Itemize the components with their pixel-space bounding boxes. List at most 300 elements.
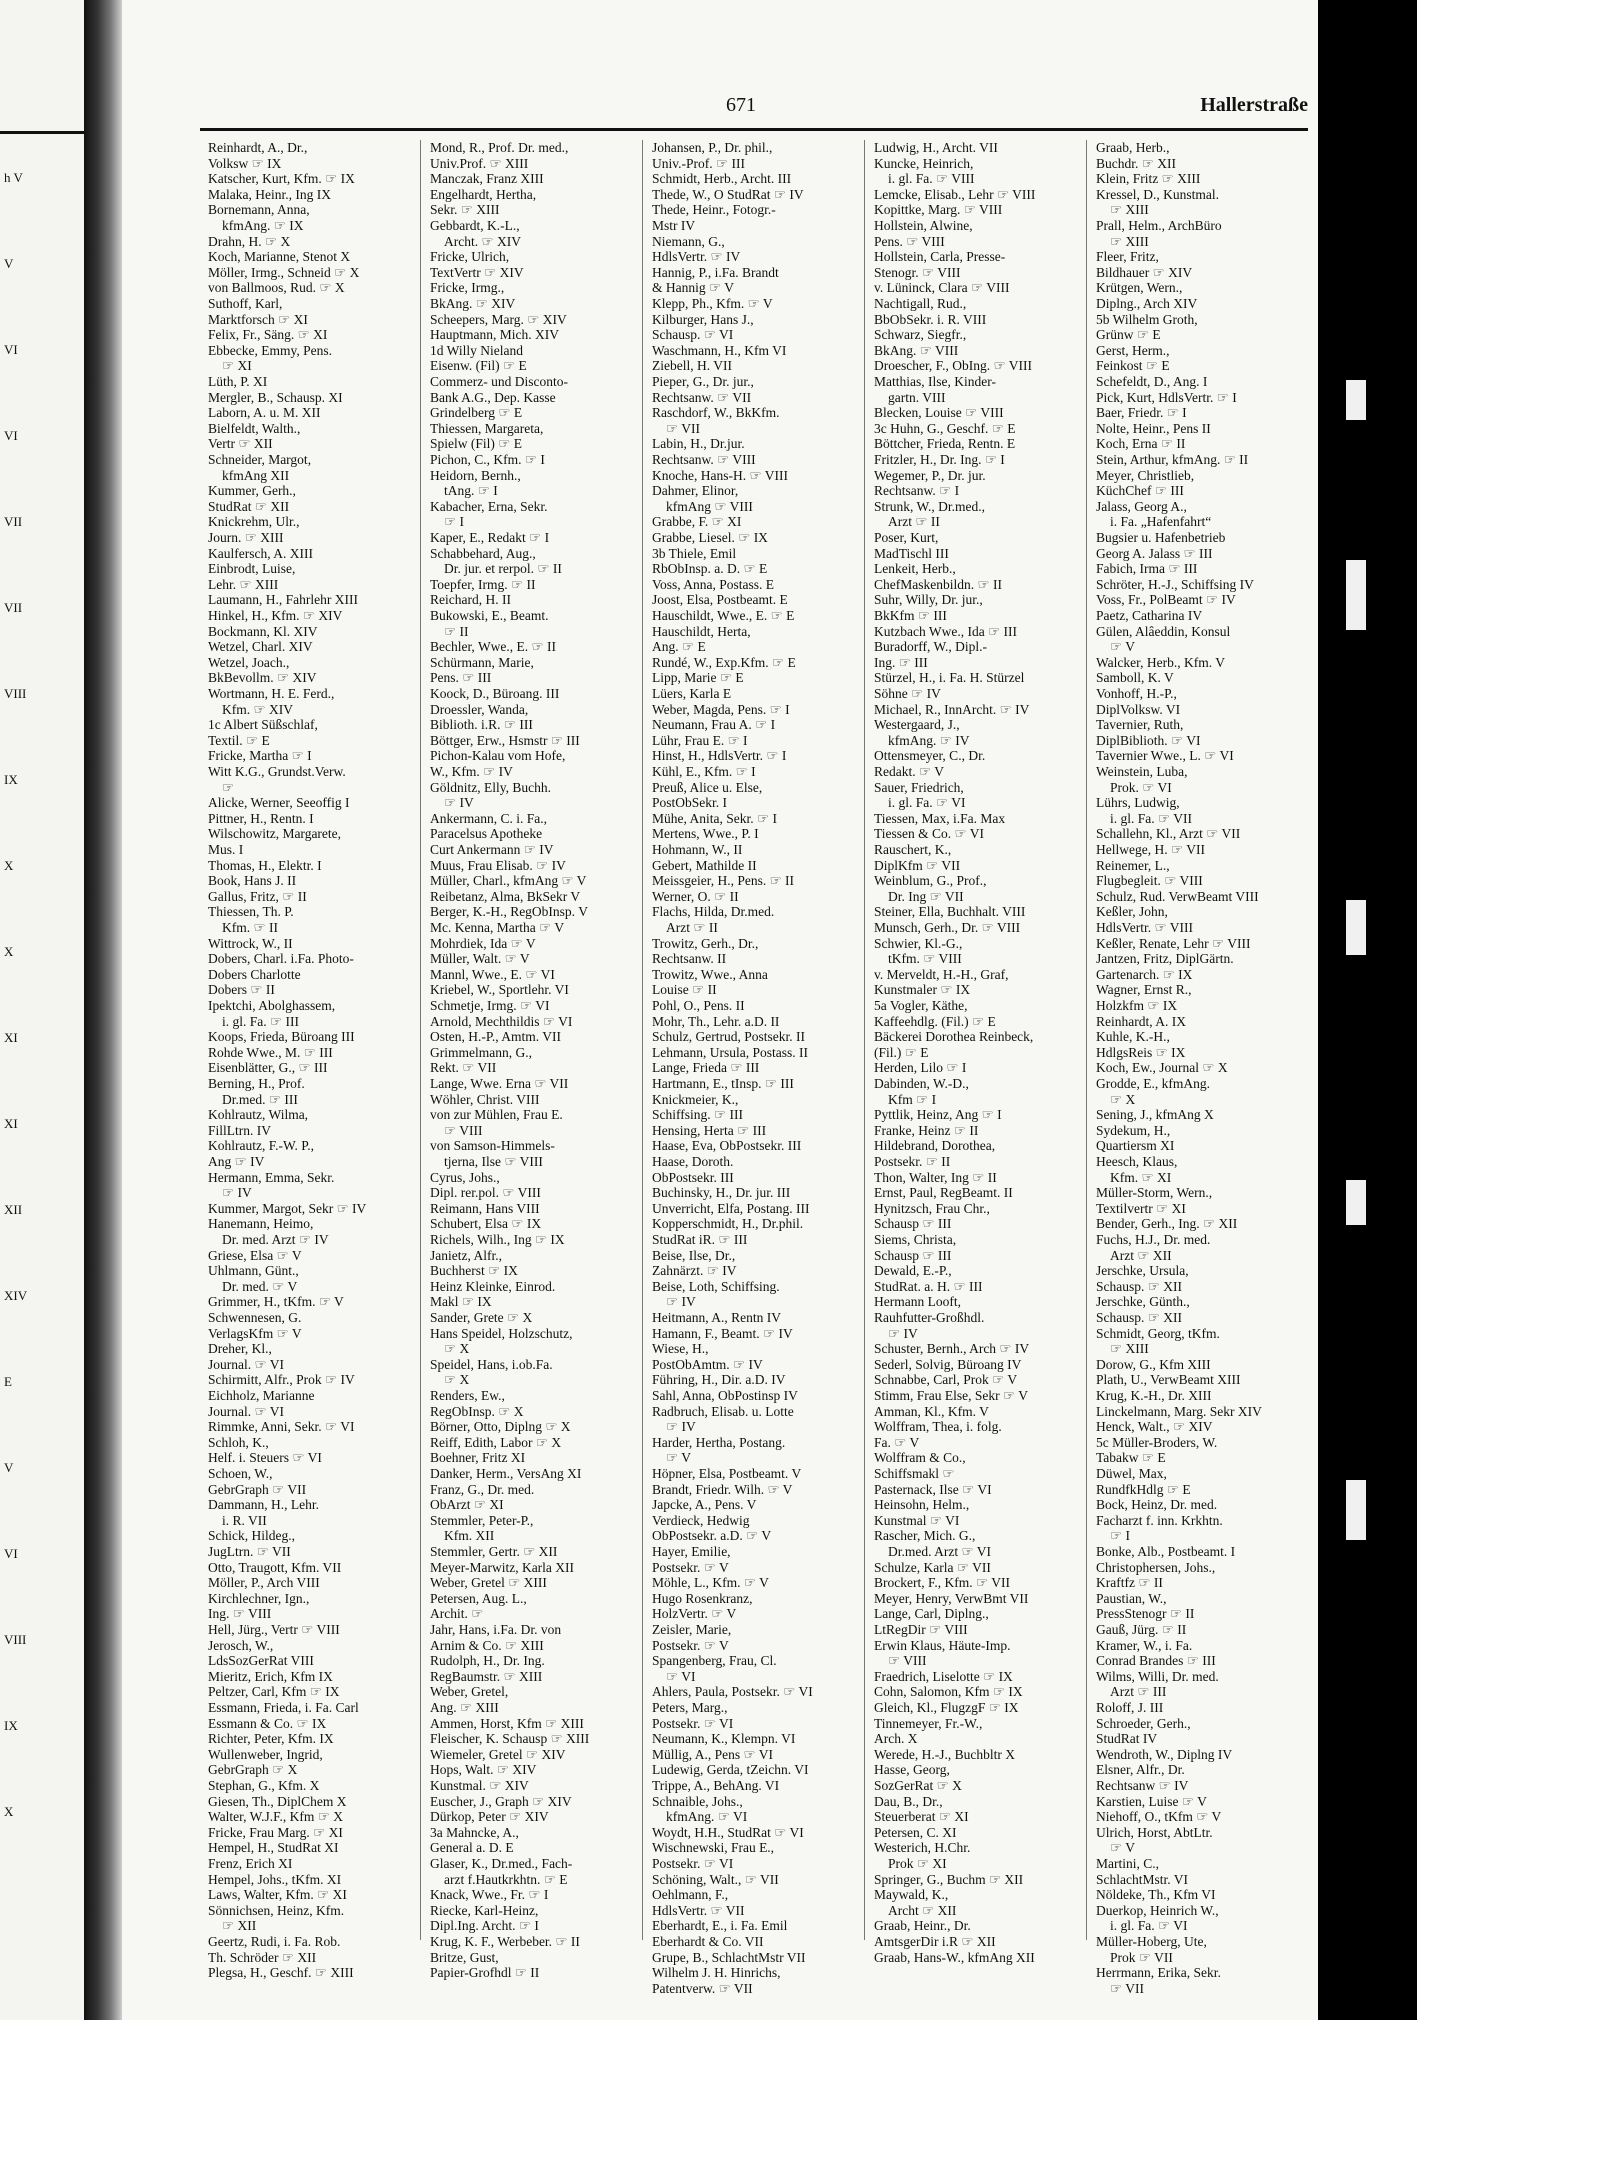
directory-entry: Schabbehard, Aug., — [430, 545, 536, 561]
directory-entry: Univ.Prof. ☞ XIII — [430, 155, 529, 171]
directory-entry: Marktforsch ☞ XI — [208, 311, 308, 327]
directory-entry: Facharzt f. inn. Krkhtn. — [1096, 1512, 1223, 1528]
directory-entry: 5b Wilhelm Groth, — [1096, 311, 1198, 327]
directory-entry: Hollstein, Alwine, — [874, 218, 973, 233]
directory-entry: ☞ XI — [222, 358, 252, 374]
directory-entry: ☞ X — [1110, 1091, 1136, 1107]
directory-entry: Sydekum, H., — [1096, 1122, 1171, 1138]
directory-entry: Kunstmal. ☞ XIV — [430, 1778, 529, 1793]
directory-entry: Lange, Carl, Diplng., — [874, 1606, 989, 1622]
directory-entry: ☞ VII — [1110, 1980, 1144, 1996]
directory-entry: PressStenogr ☞ II — [1096, 1606, 1195, 1622]
directory-entry: v. Lüninck, Clara ☞ VIII — [874, 280, 1010, 296]
left-page-text-fragment: h V — [4, 170, 23, 185]
directory-entry: Dr.med. ☞ III — [222, 1091, 298, 1107]
directory-entry: Hayer, Emilie, — [652, 1544, 731, 1559]
directory-entry: Radbruch, Elisab. u. Lotte — [652, 1403, 794, 1419]
directory-entry: Jerschke, Günth., — [1096, 1294, 1190, 1310]
column-3 — [652, 140, 864, 1996]
directory-entry: Jerschke, Ursula, — [1096, 1263, 1189, 1279]
directory-entry: Gauß, Jürg. ☞ II — [1096, 1622, 1187, 1637]
directory-entry: BkAng. ☞ VIII — [874, 342, 959, 358]
directory-entry: Joost, Elsa, Postbeamt. E — [652, 592, 788, 608]
directory-entry: Schnabbe, Carl, Prok ☞ V — [874, 1372, 1018, 1388]
directory-entry: Hops, Walt. ☞ XIV — [430, 1762, 537, 1778]
directory-entry: Schirmitt, Alfr., Prok ☞ IV — [208, 1372, 355, 1388]
directory-entry: Japcke, A., Pens. V — [652, 1497, 757, 1513]
directory-entry: Weinstein, Luba, — [1096, 764, 1188, 779]
directory-entry: Ammen, Horst, Kfm ☞ XIII — [430, 1715, 584, 1731]
directory-entry: Rechtsanw. ☞ VIII — [652, 452, 756, 467]
directory-entry: Kuncke, Heinrich, — [874, 155, 974, 171]
directory-entry: Lüers, Karla E — [652, 686, 732, 701]
column-divider — [864, 140, 865, 1940]
directory-entry: ☞ I — [1110, 1528, 1130, 1544]
directory-entry: Wortmann, H. E. Ferd., — [208, 686, 335, 701]
directory-entry: PostObSekr. I — [652, 795, 728, 811]
directory-entry: Koch, Ew., Journal ☞ X — [1096, 1060, 1228, 1076]
directory-entry: Schausp ☞ III — [874, 1247, 952, 1263]
directory-entry: Eberhardt & Co. VII — [652, 1934, 764, 1949]
directory-entry: Fleer, Fritz, — [1096, 249, 1159, 265]
directory-entry: Lange, Frieda ☞ III — [652, 1060, 760, 1076]
directory-entry: Euscher, J., Graph ☞ XIV — [430, 1793, 572, 1809]
directory-entry: Schulze, Karla ☞ VII — [874, 1559, 991, 1575]
directory-entry: Bockmann, Kl. XIV — [208, 623, 318, 639]
directory-entry: DiplBiblioth. ☞ VI — [1096, 732, 1201, 748]
directory-entry: Wullenweber, Ingrid, — [208, 1746, 323, 1762]
directory-entry: ☞ XIII — [1110, 233, 1149, 249]
directory-entry: BkBevollm. ☞ XIV — [208, 670, 317, 686]
directory-entry: Kfm. ☞ XI — [1110, 1169, 1172, 1185]
directory-entry: Grimmelmann, G., — [430, 1044, 532, 1060]
directory-entry: kfmAng XII — [222, 467, 290, 483]
directory-entry: Journal. ☞ VI — [208, 1403, 284, 1419]
directory-entry: Franke, Heinz ☞ II — [874, 1122, 979, 1138]
directory-entry: Höpner, Elsa, Postbeamt. V — [652, 1466, 802, 1481]
directory-entry: Berning, H., Prof. — [208, 1076, 305, 1091]
directory-entry: Thiessen, Th. P. — [208, 904, 294, 920]
directory-entry: tjerna, Ilse ☞ VIII — [444, 1154, 543, 1169]
directory-entry: Uhlmann, Günt., — [208, 1263, 299, 1279]
directory-entry: Sander, Grete ☞ X — [430, 1310, 533, 1325]
directory-entry: Dorow, G., Kfm XIII — [1096, 1356, 1211, 1372]
directory-entry: Prok ☞ VII — [1110, 1949, 1173, 1965]
directory-entry: tAng. ☞ I — [444, 483, 498, 499]
directory-entry: Muus, Frau Elisab. ☞ IV — [430, 857, 566, 873]
directory-entry: Dr. med. ☞ V — [222, 1278, 298, 1294]
directory-entry: Ang ☞ IV — [208, 1154, 265, 1169]
directory-entry: Stürzel, H., i. Fa. H. Stürzel — [874, 670, 1025, 686]
directory-entry: Blecken, Louise ☞ VIII — [874, 405, 1004, 421]
directory-entry: 3a Mahncke, A., — [430, 1824, 519, 1840]
directory-entry: Niemann, G., — [652, 233, 725, 249]
directory-entry: Werede, H.-J., Buchbltr X — [874, 1746, 1015, 1762]
directory-entry: Spielw (Fil) ☞ E — [430, 436, 522, 452]
directory-entry: Dewald, E.-P., — [874, 1263, 952, 1279]
directory-entry: Schwarz, Siegfr., — [874, 327, 967, 343]
directory-entry: Krütgen, Wern., — [1096, 280, 1183, 296]
directory-entry: Flugbegleit. ☞ VIII — [1096, 873, 1203, 889]
directory-entry: Sahl, Anna, ObPostinsp IV — [652, 1388, 798, 1403]
directory-entry: Speidel, Hans, i.ob.Fa. — [430, 1356, 553, 1372]
directory-entry: Thiessen, Margareta, — [430, 420, 544, 436]
directory-entry: Knoche, Hans-H. ☞ VIII — [652, 467, 788, 483]
directory-entry: Müller, Charl., kfmAng ☞ V — [430, 873, 587, 889]
directory-entry: HolzVertr. ☞ V — [652, 1606, 737, 1622]
directory-entry: Dobers, Charl. i.Fa. Photo- — [208, 951, 354, 967]
directory-entry: Kfm ☞ I — [888, 1091, 937, 1107]
directory-entry: Dr.med. Arzt ☞ VI — [888, 1544, 991, 1559]
header-rule — [200, 128, 1308, 131]
directory-entry: Gebbardt, K.-L., — [430, 218, 520, 233]
directory-entry: Arzt ☞ III — [1110, 1684, 1167, 1700]
directory-entry: Weinblum, G., Prof., — [874, 873, 987, 889]
directory-entry: Spangenberg, Frau, Cl. — [652, 1653, 777, 1669]
directory-entry: Preuß, Alice u. Else, — [652, 779, 763, 795]
directory-entry: Redakt. ☞ V — [874, 764, 944, 779]
left-page-text-fragment: IX — [4, 772, 18, 787]
directory-entry: Buchherst ☞ IX — [430, 1263, 518, 1279]
directory-entry: Sederl, Solvig, Büroang IV — [874, 1356, 1022, 1372]
directory-entry: Lehr. ☞ XIII — [208, 576, 279, 592]
left-page-text-fragment: X — [4, 944, 14, 959]
directory-entry: Scheepers, Marg. ☞ XIV — [430, 311, 567, 327]
directory-entry: Tavernier Wwe., L. ☞ VI — [1096, 748, 1234, 764]
directory-entry: GebrGraph ☞ X — [208, 1762, 298, 1778]
directory-entry: Pieper, G., Dr. jur., — [652, 374, 754, 389]
directory-entry: Bugsier u. Hafenbetrieb — [1096, 530, 1226, 545]
directory-entry: Grabbe, F. ☞ XI — [652, 514, 742, 530]
directory-entry: Franz, G., Dr. med. — [430, 1481, 535, 1497]
directory-entry: ☞ — [222, 779, 235, 795]
directory-entry: Möller, Irmg., Schneid ☞ X — [208, 264, 360, 280]
directory-entry: Manczak, Franz XIII — [430, 171, 544, 187]
directory-entry: Kilburger, Hans J., — [652, 311, 754, 327]
directory-entry: Rechtsanw. ☞ I — [874, 483, 960, 499]
left-page-text-fragment: VI — [4, 428, 18, 443]
directory-entry: Möller, P., Arch VIII — [208, 1575, 320, 1591]
directory-entry: Fritzler, H., Dr. Ing. ☞ I — [874, 452, 1005, 467]
directory-entry: Wetzel, Joach., — [208, 654, 290, 670]
directory-entry: Schulz, Rud. VerwBeamt VIII — [1096, 888, 1259, 904]
directory-entry: Grimmer, H., tKfm. ☞ V — [208, 1294, 344, 1310]
directory-entry: Herrmann, Erika, Sekr. — [1096, 1965, 1221, 1981]
directory-entry: ObPostsekr. a.D. ☞ V — [652, 1528, 772, 1544]
directory-entry: Amman, Kl., Kfm. V — [874, 1403, 989, 1419]
thumb-index-tab — [1346, 560, 1366, 630]
directory-entry: Thon, Walter, Ing ☞ II — [874, 1169, 997, 1185]
directory-entry: Henck, Walt., ☞ XIV — [1096, 1419, 1213, 1435]
directory-entry: Alicke, Werner, Seeoffig I — [208, 795, 350, 811]
directory-entry: Müllig, A., Pens ☞ VI — [652, 1746, 773, 1762]
directory-entry: Elsner, Alfr., Dr. — [1096, 1762, 1185, 1778]
directory-entry: Wagner, Ernst R., — [1096, 982, 1192, 998]
directory-entry: Maywald, K., — [874, 1887, 949, 1903]
directory-entry: Pichon-Kalau vom Hofe, — [430, 748, 566, 764]
directory-entry: Postsekr. ☞ VI — [652, 1715, 734, 1731]
directory-entry: Gleich, Kl., FlugzgF ☞ IX — [874, 1700, 1019, 1715]
directory-entry: Hasse, Georg, — [874, 1762, 950, 1778]
directory-entry: Cyrus, Johs., — [430, 1169, 500, 1185]
directory-entry: Brockert, F., Kfm. ☞ VII — [874, 1575, 1011, 1591]
directory-entry: Bender, Gerh., Ing. ☞ XII — [1096, 1216, 1238, 1232]
directory-entry: Hinst, H., HdlsVertr. ☞ I — [652, 748, 787, 764]
directory-entry: Fricke, Irmg., — [430, 280, 505, 296]
directory-entry: Kfm. ☞ XIV — [222, 701, 293, 717]
directory-entry: Ziebell, H. VII — [652, 358, 732, 374]
directory-entry: v. Merveldt, H.-H., Graf, — [874, 966, 1009, 982]
directory-entry: Stenogr. ☞ VIII — [874, 264, 961, 280]
directory-entry: Hensing, Herta ☞ III — [652, 1122, 767, 1138]
directory-entry: Müller, Walt. ☞ V — [430, 951, 530, 967]
directory-entry: GebrGraph ☞ VII — [208, 1481, 307, 1497]
directory-entry: Book, Hans J. II — [208, 873, 297, 889]
directory-entry: Sening, J., kfmAng X — [1096, 1107, 1214, 1123]
directory-entry: Ebbecke, Emmy, Pens. — [208, 342, 332, 358]
directory-entry: Dreher, Kl., — [208, 1341, 272, 1357]
directory-entry: Kraftfz ☞ II — [1096, 1575, 1163, 1591]
directory-entry: Munsch, Gerh., Dr. ☞ VIII — [874, 920, 1021, 935]
directory-entry: Lange, Wwe. Erna ☞ VII — [430, 1076, 569, 1091]
directory-entry: Lipp, Marie ☞ E — [652, 670, 744, 686]
directory-entry: Göldnitz, Elly, Buchh. — [430, 779, 551, 795]
directory-entry: Voss, Fr., PolBeamt ☞ IV — [1096, 592, 1236, 608]
directory-entry: Vonhoff, H.-P., — [1096, 686, 1177, 701]
directory-entry: Reichard, H. II — [430, 592, 511, 608]
directory-entry: Paetz, Catharina IV — [1096, 608, 1203, 623]
directory-entry: Bechler, Wwe., E. ☞ II — [430, 639, 557, 655]
directory-entry: Gartenarch. ☞ IX — [1096, 966, 1193, 982]
directory-entry: StudRat iR. ☞ III — [652, 1232, 748, 1247]
directory-entry: Boehner, Fritz XI — [430, 1450, 526, 1466]
directory-entry: Lehmann, Ursula, Postass. II — [652, 1044, 808, 1060]
directory-entry: Eichholz, Marianne — [208, 1388, 315, 1403]
directory-entry: ☞ XIII — [1110, 202, 1149, 218]
directory-entry: Knack, Wwe., Fr. ☞ I — [430, 1887, 549, 1903]
directory-entry: Frenz, Erich XI — [208, 1856, 293, 1871]
directory-entry: Holzkfm ☞ IX — [1096, 998, 1178, 1013]
directory-entry: ☞ X — [444, 1372, 470, 1388]
directory-entry: Wittrock, W., II — [208, 935, 293, 951]
directory-entry: ☞ VIII — [888, 1653, 927, 1669]
directory-entry: Vertr ☞ XII — [208, 436, 273, 452]
directory-entry: Kohlrautz, F.-W. P., — [208, 1138, 315, 1154]
directory-entry: DiplVolksw. VI — [1096, 701, 1181, 717]
directory-entry: Walcker, Herb., Kfm. V — [1096, 654, 1225, 670]
directory-entry: Walter, W.J.F., Kfm ☞ X — [208, 1809, 344, 1825]
directory-entry: Dr. jur. et rerpol. ☞ II — [444, 561, 562, 577]
directory-entry: ☞ IV — [666, 1419, 696, 1435]
directory-entry: Wischnewski, Frau E., — [652, 1840, 775, 1856]
directory-entry: Lemcke, Elisab., Lehr ☞ VIII — [874, 186, 1036, 202]
directory-entry: ☞ I — [444, 514, 464, 530]
directory-entry: Ahlers, Paula, Postsekr. ☞ VI — [652, 1684, 813, 1700]
directory-entry: Steiner, Ella, Buchhalt. VIII — [874, 904, 1026, 920]
directory-entry: Siems, Christa, — [874, 1232, 957, 1247]
page-number: 671 — [726, 94, 756, 116]
directory-entry: Dipl. rer.pol. ☞ VIII — [430, 1185, 541, 1201]
thumb-index-tab — [1346, 380, 1366, 420]
directory-entry: Neumann, K., Klempn. VI — [652, 1731, 796, 1747]
directory-entry: Reinhardt, A., Dr., — [208, 140, 308, 155]
directory-entry: Rimmke, Anni, Sekr. ☞ VI — [208, 1419, 355, 1435]
directory-entry: Raschdorf, W., BkKfm. — [652, 405, 780, 421]
directory-entry: Ottensmeyer, C., Dr. — [874, 748, 986, 764]
directory-entry: Woydt, H.H., StudRat ☞ VI — [652, 1824, 804, 1840]
directory-entry: Mannl, Wwe., E. ☞ VI — [430, 966, 555, 982]
directory-entry: Meissgeier, H., Pens. ☞ II — [652, 873, 795, 889]
directory-entry: Meyer-Marwitz, Karla XII — [430, 1559, 575, 1575]
directory-entry: Toepfer, Irmg. ☞ II — [430, 576, 536, 592]
directory-entry: Beise, Loth, Schiffsing. — [652, 1278, 780, 1294]
directory-entry: Schoen, W., — [208, 1466, 273, 1481]
directory-entry: Ang. ☞ E — [652, 639, 706, 655]
directory-entry: Jalass, Georg A., — [1096, 498, 1187, 514]
column-1 — [208, 140, 420, 1981]
directory-entry: Rohde Wwe., M. ☞ III — [208, 1044, 333, 1060]
directory-entry: Rudolph, H., Dr. Ing. — [430, 1653, 545, 1669]
directory-entry: Hohmann, W., II — [652, 842, 743, 857]
directory-entry: Arzt ☞ II — [888, 514, 940, 530]
directory-entry: Heesch, Klaus, — [1096, 1154, 1178, 1169]
directory-entry: Wilschowitz, Margarete, — [208, 826, 342, 842]
directory-entry: Postsekr. ☞ VI — [652, 1856, 734, 1871]
directory-entry: Weber, Gretel, — [430, 1684, 509, 1700]
directory-entry: Thede, W., O StudRat ☞ IV — [652, 186, 804, 202]
directory-entry: i. gl. Fa. ☞ VII — [1110, 810, 1192, 826]
directory-entry: Westerich, H.Chr. — [874, 1840, 971, 1856]
directory-entry: Mergler, B., Schausp. XI — [208, 389, 343, 405]
directory-entry: Hildebrand, Dorothea, — [874, 1138, 996, 1154]
column-divider — [1086, 140, 1087, 1940]
directory-entry: Rechtsanw. II — [652, 951, 727, 967]
directory-entry: Erwin Klaus, Häute-Imp. — [874, 1637, 1011, 1653]
directory-entry: Jantzen, Fritz, DiplGärtn. — [1096, 951, 1234, 967]
directory-entry: Unverricht, Elfa, Postang. III — [652, 1200, 810, 1216]
directory-entry: Laborn, A. u. M. XII — [208, 405, 321, 421]
directory-entry: Wegemer, P., Dr. jur. — [874, 467, 986, 483]
directory-entry: Feinkost ☞ E — [1096, 358, 1170, 374]
directory-entry: Britze, Gust, — [430, 1949, 499, 1965]
directory-entry: Rauhfutter-Großhdl. — [874, 1310, 985, 1325]
directory-entry: Thomas, H., Elektr. I — [208, 857, 322, 873]
directory-entry: Meyer, Christlieb, — [1096, 467, 1195, 483]
directory-entry: Thede, Heinr., Fotogr.- — [652, 202, 776, 218]
directory-entry: Berger, K.-H., RegObInsp. V — [430, 904, 588, 920]
left-page-rule — [0, 131, 84, 134]
directory-entry: Peters, Marg., — [652, 1700, 728, 1715]
directory-entry: Malaka, Heinr., Ing IX — [208, 186, 331, 202]
directory-entry: ☞ II — [444, 623, 469, 639]
directory-entry: Janietz, Alfr., — [430, 1247, 502, 1263]
directory-entry: Sönnichsen, Heinz, Kfm. — [208, 1902, 345, 1918]
directory-entry: ☞ VI — [666, 1668, 696, 1684]
directory-entry: Archit. ☞ — [430, 1606, 484, 1622]
directory-entry: Journal. ☞ VI — [208, 1356, 284, 1372]
directory-entry: ☞ V — [1110, 1840, 1135, 1856]
directory-entry: Kopperschmidt, H., Dr.phil. — [652, 1216, 804, 1232]
left-page-text-fragment: X — [4, 858, 14, 873]
directory-entry: Louise ☞ II — [652, 982, 717, 998]
directory-entry: Rascher, Mich. G., — [874, 1528, 976, 1544]
directory-entry: von Samson-Himmels- — [430, 1138, 555, 1154]
directory-entry: Sekr. ☞ XIII — [430, 202, 500, 218]
directory-entry: Bock, Heinz, Dr. med. — [1096, 1497, 1218, 1513]
directory-entry: Schmetje, Irmg. ☞ VI — [430, 998, 550, 1013]
directory-entry: Koch, Erna ☞ II — [1096, 436, 1186, 452]
directory-entry: Voss, Anna, Postass. E — [652, 576, 775, 592]
directory-entry: Niehoff, O., tKfm ☞ V — [1096, 1809, 1222, 1825]
directory-entry: ObPostsekr. III — [652, 1169, 734, 1185]
directory-entry: Dipl.Ing. Archt. ☞ I — [430, 1918, 539, 1934]
directory-entry: Kfm. ☞ II — [222, 920, 278, 935]
directory-entry: Lenkeit, Herb., — [874, 561, 956, 577]
directory-entry: Wetzel, Charl. XIV — [208, 639, 313, 655]
directory-entry: Wendroth, W., Diplng IV — [1096, 1746, 1233, 1762]
directory-entry: Patentverw. ☞ VII — [652, 1980, 753, 1996]
directory-entry: Lührs, Ludwig, — [1096, 795, 1180, 811]
directory-entry: Karstien, Luise ☞ V — [1096, 1793, 1207, 1809]
directory-entry: Gebert, Mathilde II — [652, 857, 757, 873]
directory-entry: Kummer, Margot, Sekr ☞ IV — [208, 1200, 367, 1216]
directory-entry: ☞ XII — [222, 1918, 257, 1934]
left-page-text-fragment: XI — [4, 1116, 18, 1131]
directory-entry: gartn. VIII — [888, 389, 946, 405]
directory-entry: kfmAng. ☞ IV — [888, 732, 970, 748]
directory-entry: Kaffeehdlg. (Fil.) ☞ E — [874, 1013, 996, 1029]
directory-entry: Hempel, Johs., tKfm. XI — [208, 1871, 342, 1887]
directory-entry: HdlsVertr. ☞ IV — [652, 249, 741, 265]
directory-entry: Möhle, L., Kfm. ☞ V — [652, 1575, 769, 1591]
directory-entry: Gülen, Alâeddin, Konsul — [1096, 623, 1231, 639]
directory-entry: Osten, H.-P., Amtm. VII — [430, 1029, 562, 1045]
directory-entry: Textilvertr ☞ XI — [1096, 1200, 1186, 1216]
directory-entry: Mus. I — [208, 842, 244, 857]
directory-entry: Rechtsanw. ☞ VII — [652, 389, 752, 405]
directory-entry: Ing. ☞ VIII — [208, 1606, 272, 1622]
directory-entry: Hauschildt, Wwe., E. ☞ E — [652, 608, 795, 623]
directory-entry: StudRat ☞ XII — [208, 498, 290, 514]
directory-entry: i. gl. Fa. ☞ VI — [888, 795, 966, 811]
page-edge-shadow — [1318, 0, 1417, 2020]
directory-entry: Koock, D., Büroang. III — [430, 686, 560, 701]
directory-entry: Bukowski, E., Beamt. — [430, 608, 549, 623]
directory-entry: ☞ IV — [666, 1294, 696, 1310]
directory-entry: i. gl. Fa. ☞ VIII — [888, 171, 975, 187]
directory-entry: 1d Willy Nieland — [430, 342, 523, 358]
directory-entry: Fa. ☞ V — [874, 1434, 920, 1450]
directory-entry: Reibetanz, Alma, BkSekr V — [430, 888, 581, 904]
directory-entry: Mohr, Th., Lehr. a.D. II — [652, 1013, 780, 1029]
directory-entry: Engelhardt, Hertha, — [430, 186, 537, 202]
directory-entry: HdlsVertr. ☞ VIII — [1096, 920, 1193, 935]
directory-entry: Schausp ☞ III — [874, 1216, 952, 1232]
directory-entry: Postsekr. ☞ V — [652, 1559, 729, 1575]
directory-entry: Keßler, Renate, Lehr ☞ VIII — [1096, 935, 1251, 951]
directory-entry: Koch, Marianne, Stenot X — [208, 249, 351, 265]
directory-entry: Biblioth. i.R. ☞ III — [430, 717, 533, 733]
directory-entry: Archt. ☞ XIV — [444, 233, 521, 249]
directory-entry: Schmidt, Herb., Archt. III — [652, 171, 792, 187]
directory-entry: BkKfm ☞ III — [874, 608, 947, 623]
left-page-text-fragment: V — [4, 256, 14, 271]
directory-entry: Schneider, Margot, — [208, 452, 312, 467]
directory-entry: Söhne ☞ IV — [874, 686, 941, 701]
thumb-index-tab — [1346, 1180, 1366, 1225]
directory-entry: Bank A.G., Dep. Kasse — [430, 389, 556, 405]
directory-entry: Hollstein, Carla, Presse- — [874, 249, 1006, 265]
